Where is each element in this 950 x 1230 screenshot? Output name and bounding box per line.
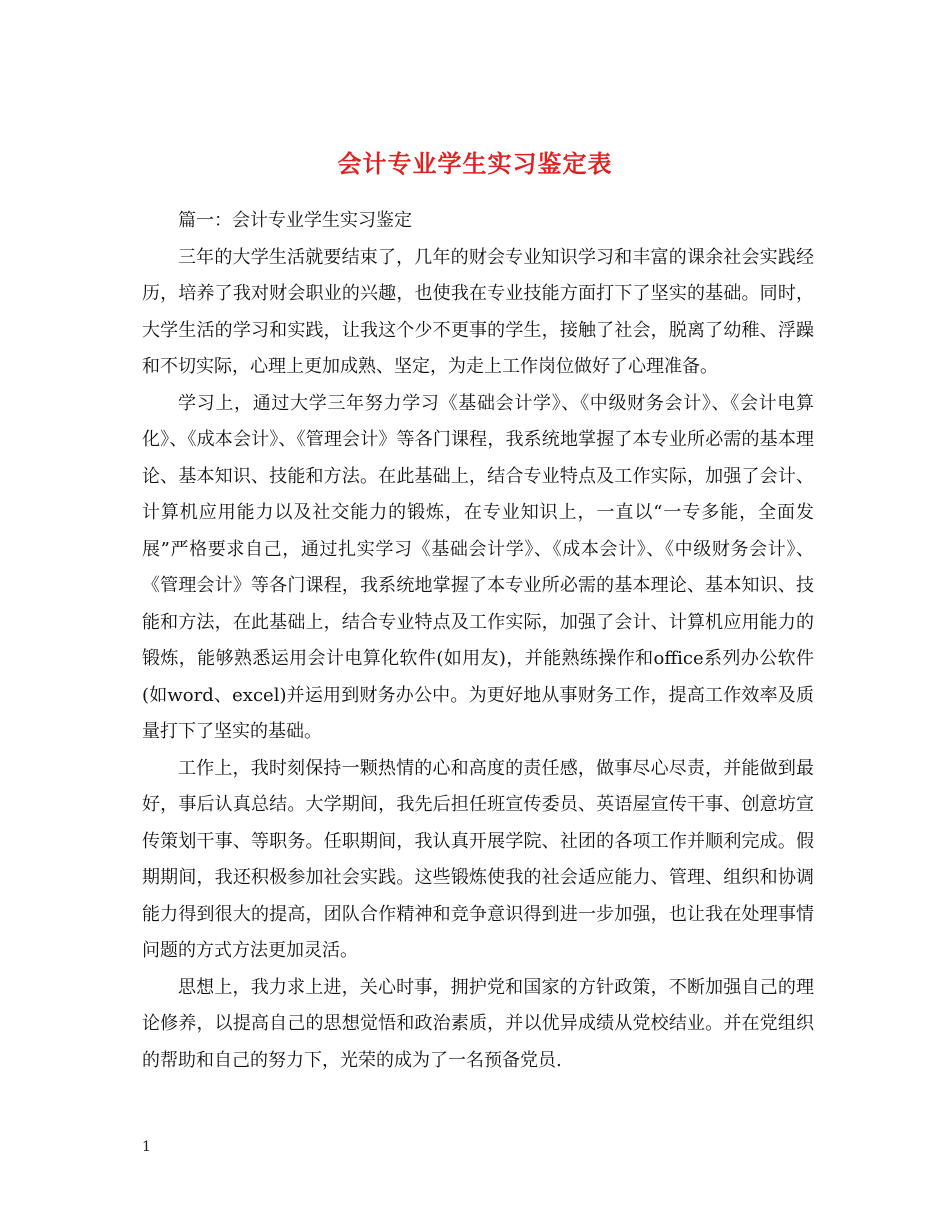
document-body: [142, 203, 814, 1079]
paragraph-thought: 思想上，我力求上进，关心时事，拥护党和国家的方针政策，不断加强自己的理论修养，以提高自己的思想觉悟和政治素质，并以优异成绩从党校结业。并在党组织的帮助和自己的努力下，光荣的成为了一名预备党员.: [142, 976, 814, 1071]
paragraph-intro: 三年的大学生活就要结束了，几年的财会专业知识学习和丰富的课余社会实践经历，培养了我对财会职业的兴趣，也使我在专业技能方面打下了坚实的基础。同时，大学生活的学习和实践，让我这个少不更事的学生，接触了社会，脱离了幼稚、浮躁和不切实际，心理上更加成熟、坚定，为走上工作岗位做好了心理准备。: [142, 246, 814, 377]
section-heading: 篇一：会计专业学生实习鉴定: [178, 210, 412, 231]
paragraph-study: 学习上，通过大学三年努力学习《基础会计学》、《中级财务会计》、《会计电算化》、《成本会计》、《管理会计》等各门课程，我系统地掌握了本专业所必需的基本理论、基本知识、技能和方法。在此基础上，结合专业特点及工作实际，加强了会计、计算机应用能力以及社交能力的锻炼，在专业知识上，一直以“一专多能，全面发展”严格要求自己，通过扎实学习《基础会计学》、《成本会计》、《中级财务会计》、《管理会计》等各门课程，我系统地掌握了本专业所必需的基本理论、基本知识、技能和方法，在此基础上，结合专业特点及工作实际，加强了会计、计算机应用能力的锻炼，能够熟悉运用会计电算化软件(如用友)，并能熟练操作和office系列办公软件(如word、excel)并运用到财务办公中。为更好地从事财务工作，提高工作效率及质量打下了坚实的基础。: [142, 392, 814, 742]
page-title: 会计专业学生实习鉴定表: [337, 149, 613, 179]
page-number: 1: [142, 1139, 151, 1155]
paragraph-work: 工作上，我时刻保持一颗热情的心和高度的责任感，做事尽心尽责，并能做到最好，事后认真总结。大学期间，我先后担任班宣传委员、英语屋宣传干事、创意坊宣传策划干事、等职务。任职期间，我认真开展学院、社团的各项工作并顺利完成。假期期间，我还积极参加社会实践。这些锻炼使我的社会适应能力、管理、组织和协调能力得到很大的提高，团队合作精神和竞争意识得到进一步加强，也让我在处理事情问题的方式方法更加灵活。: [142, 757, 814, 961]
